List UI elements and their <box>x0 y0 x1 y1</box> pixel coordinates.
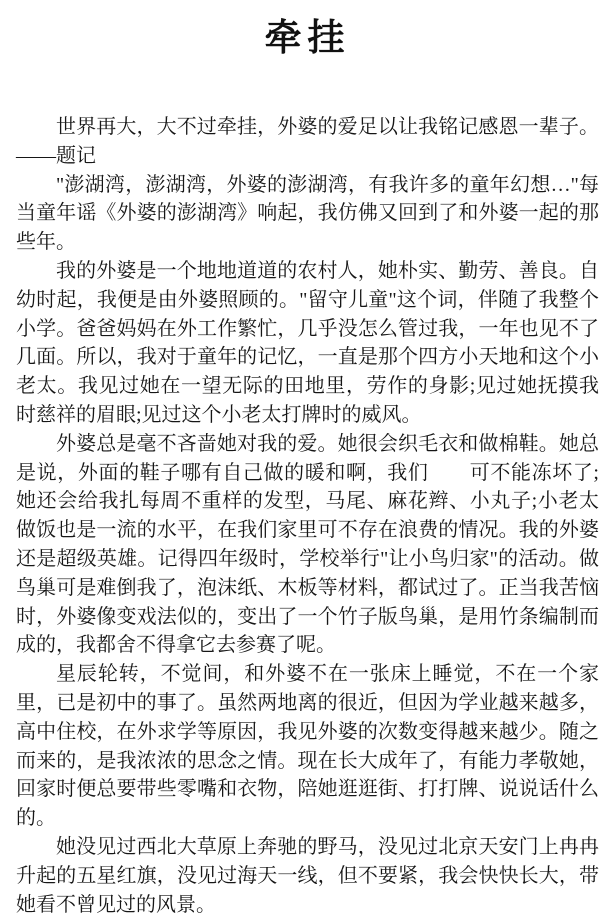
essay-body <box>0 62 615 919</box>
essay-paragraph: 她没见过西北大草原上奔驰的野马，没见过北京天安门上冉冉升起的五星红旗，没见过海天一线，但不要紧，我会快快长大，带她看不曾见过的风景。 <box>16 835 599 916</box>
essay-title: 牵挂 <box>264 18 351 59</box>
essay-paragraph: "澎湖湾，澎湖湾，外婆的澎湖湾，有我许多的童年幻想…"每当童年谣《外婆的澎湖湾》响起，我仿佛又回到了和外婆一起的那些年。 <box>16 173 599 254</box>
essay-paragraph: 我的外婆是一个地地道道的农村人，她朴实、勤劳、善良。自幼时起，我便是由外婆照顾的。"留守儿童"这个词，伴随了我整个小学。爸爸妈妈在外工作繁忙，几乎没怎么管过我，一年也见不了几面。所以，我对于童年的记忆，一直是那个四方小天地和这个小老太。我见过她在一望无际的田地里，劳作的身影;见过她抚摸我时慈祥的眉眼;见过这个小老太打牌时的威风。 <box>16 259 599 426</box>
document-page <box>0 16 615 916</box>
essay-paragraph: 星辰轮转，不觉间，和外婆不在一张床上睡觉，不在一个家里，已是初中的事了。虽然两地离的很近，但因为学业越来越多，高中住校，在外求学等原因，我见外婆的次数变得越来越少。随之而来的，是我浓浓的思念之情。现在长大成年了，有能力孝敬她，回家时便总要带些零嘴和衣物，陪她逛逛街、打打牌、说说话什么的。 <box>16 663 599 830</box>
epigraph: 世界再大，大不过牵挂，外婆的爱足以让我铭记感恩一辈子。——题记 <box>16 116 599 167</box>
essay-paragraph: 外婆总是毫不吝啬她对我的爱。她很会织毛衣和做棉鞋。她总是说，外面的鞋子哪有自己做的暖和啊，我们 可不能冻坏了;她还会给我扎每周不重样的发型，马尾、麻花辫、小丸子;小老太做饭也是一流的水平，在我们家里可不存在浪费的情况。我的外婆还是超级英雄。记得四年级时，学校举行"让小鸟归家"的活动。做鸟巢可是难倒我了，泡沫纸、木板等材料，都试过了。正当我苦恼时，外婆像变戏法似的，变出了一个竹子版鸟巢，是用竹条编制而成的，我都舍不得拿它去参赛了呢。 <box>16 432 599 657</box>
